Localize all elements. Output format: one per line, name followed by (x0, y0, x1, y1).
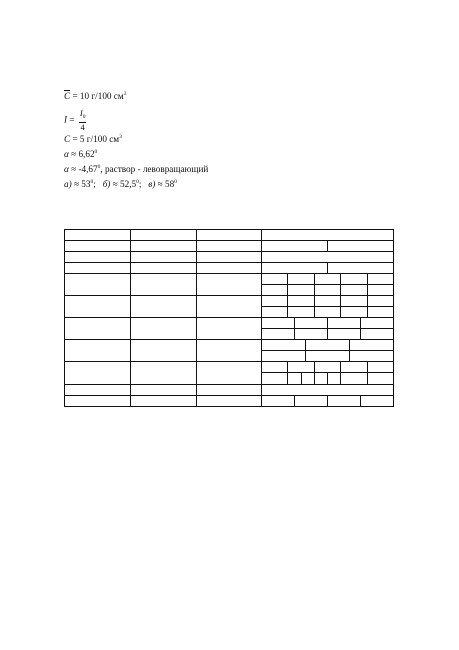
col-rule (327, 262, 328, 273)
col-rule (130, 229, 131, 407)
col-rule (294, 317, 295, 339)
col-rule (301, 372, 302, 384)
row-rule (64, 361, 394, 362)
answer-line-3: C = 5 г/100 $см^3$ (64, 134, 122, 144)
answer-line-4: $\alpha \approx 6,62^0$ (64, 149, 98, 159)
row-rule (64, 251, 394, 252)
row-rule (64, 406, 394, 407)
row-rule (64, 262, 394, 263)
empty-table (64, 229, 394, 407)
col-rule (393, 229, 394, 407)
col-rule (340, 273, 341, 317)
answer-line-1: C = 10 г/100 $см^3$ (64, 91, 127, 101)
col-rule (314, 273, 315, 317)
row-rule (64, 317, 394, 318)
answer-line-5: $\alpha \approx -4,67^0$, раствор - левовращающий (64, 164, 209, 174)
col-rule (327, 317, 328, 339)
answer-line-6: $а) \approx 53^0$; $б) \approx 52,5^0$; $в) \approx 58^0$ (64, 179, 177, 189)
fraction: $\frac{I_0}{4}$ (79, 108, 86, 132)
col-rule (287, 273, 288, 317)
col-rule (287, 361, 288, 384)
col-rule (305, 339, 306, 361)
row-rule (64, 295, 394, 296)
col-rule (367, 361, 368, 384)
row-rule (64, 229, 394, 230)
col-rule (294, 395, 295, 407)
row-rule (261, 306, 394, 307)
row-rule (64, 240, 394, 241)
row-rule (64, 395, 394, 396)
col-rule (340, 361, 341, 384)
var-c-mean: C (64, 91, 71, 101)
col-rule (349, 339, 350, 361)
row-rule (261, 350, 394, 351)
col-rule (314, 361, 315, 384)
row-rule (261, 284, 394, 285)
col-rule (360, 395, 361, 407)
col-rule (360, 317, 361, 339)
col-rule (196, 229, 197, 407)
row-rule (64, 339, 394, 340)
col-rule (327, 372, 328, 384)
col-rule (64, 229, 65, 407)
row-rule (64, 384, 394, 385)
row-rule (64, 273, 394, 274)
col-rule (327, 240, 328, 251)
col-rule (261, 229, 262, 407)
col-rule (367, 273, 368, 317)
col-rule (327, 395, 328, 407)
answer-line-2: I = $\frac{I_0}{4}$ (64, 108, 86, 132)
